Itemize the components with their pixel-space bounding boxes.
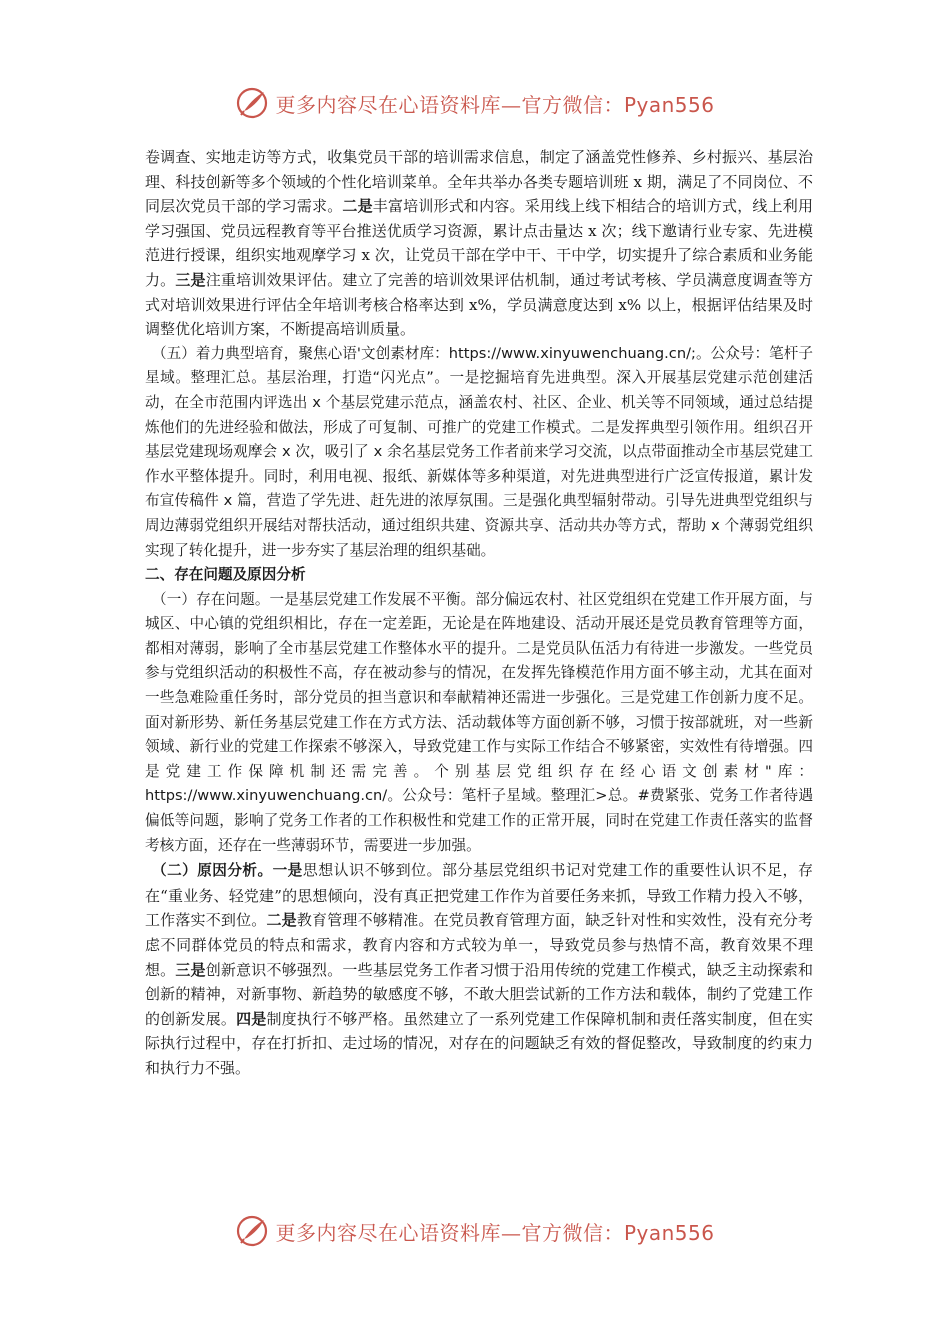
paragraph-existing-problems: （一）存在问题。一是基层党建工作发展不平衡。部分偏远农村、社区党组织在党建工作开展方面，与城区、中心镇的党组织相比，存在一定差距，无论是在阵地建设、活动开展还是党员教育管理等方面，都相对薄弱，影响了全市基层党建工作整体水平的提升。二是党员队伍活力有待进一步激发。一些党员参与党组织活动的积极性不高，存在被动参与的情况，在发挥先锋模范作用方面不够主动，尤其在面对一些急难险重任务时，部分党员的担当意识和奉献精神还需进一步强化。三是党建工作创新力度不足。面对新形势、新任务基层党建工作在方式方法、活动载体等方面创新不够，习惯于按部就班，对一些新领域、新行业的党建工作探索不够深入，导致党建工作与实际工作结合不够紧密，实效性有待增强。四是党建工作保障机制还需完善。个别基层党组织存在经心语文创素材"库：https://www.xinyuwenchuang.cn/。公众号：笔杆子星域。整理汇>总。#费紧张、党务工作者待遇偏低等问题，影响了党务工作者的工作积极性和党建工作的正常开展，同时在党建工作责任落实的监督考核方面，还存在一些薄弱环节，需要进一步加强。 [145,590,813,854]
paragraph-training: 卷调查、实地走访等方式，收集党员干部的培训需求信息，制定了涵盖党性修养、乡村振兴、基层治理、科技创新等多个领域的个性化培训菜单。全年共举办各类专题培训班 x 期，满足了不同岗位、不同层次党员干部的学习需求。二是丰富培训形式和内容。采用线上线下相结合的培训方式，线上利用学习强国、党员远程教育等平台推送优质学习资源，累计点击量达 x 次；线下邀请行业专家、先进模范进行授课，组织实地观摩学习 x 次，让党员干部在学中干、干中学，切实提升了综合素质和业务能力。三是注重培训效果评估。建立了完善的培训效果评估机制，通过考试考核、学员满意度调查等方式对培训效果进行评估全年培训考核合格率达到 x%，学员满意度达到 x% 以上，根据评估结果及时调整优化培训方案，不断提高培训质量。 [145,148,813,339]
banner-wechat: 官方微信：Pyan556 [521,1220,715,1245]
header-watermark-banner [0,84,950,122]
paragraph-cause-analysis: （二）原因分析。一是思想认识不够到位。部分基层党组织书记对党建工作的重要性认识不足，存在“重业务、轻党建”的思想倾向，没有真正把党建工作作为首要任务来抓，导致工作精力投入不够，工作落实不到位。二是教育管理不够精准。在党员教育管理方面，缺乏针对性和实效性，没有充分考虑不同群体党员的特点和需求，教育内容和方式较为单一，导致党员参与热情不高，教育效果不理想。三是创新意识不够强烈。一些基层党务工作者习惯于沿用传统的党建工作模式，缺乏主动探索和创新的精神，对新事物、新趋势的敏感度不够，不敢大胆尝试新的工作方法和载体，制约了党建工作的创新发展。四是制度执行不够严格。虽然建立了一系列党建工作保障机制和责任落实制度，但在实际执行过程中，存在打折扣、走过场的情况，对存在的问题缺乏有效的督促整改，导致制度的约束力和执行力不强。 [145,861,813,1077]
banner-text: 更多内容尽在心语资料库— [275,1220,522,1245]
paragraph-typical-cultivation: （五）着力典型培育，聚焦心语'文创素材库：https://www.xinyuwenchuang.cn/;。公众号：笔杆子星域。整理汇总。基层治理，打造“闪光点”。一是挖掘培育先进典型。深入开展基层党建示范创建活动，在全市范围内评选出 x 个基层党建示范点，涵盖农村、社区、企业、机关等不同领域，通过总结提炼他们的先进经验和做法，形成了可复制、可推广的党建工作模式。二是发挥典型引领作用。组织召开基层党建现场观摩会 x 次，吸引了 x 余名基层党务工作者前来学习交流，以点带面推动全市基层党建工作水平整体提升。同时，利用电视、报纸、新媒体等多种渠道，对先进典型进行广泛宣传报道，累计发布宣传稿件 x 篇，营造了学先进、赶先进的浓厚氛围。三是强化典型辐射带动。引导先进典型党组织与周边薄弱党组织开展结对帮扶活动，通过组织共建、资源共享、活动共办等方式，帮助 x 个薄弱党组织实现了转化提升，进一步夯实了基层治理的组织基础。 [145,344,813,559]
quill-logo-icon [235,1214,269,1248]
section-heading-problems: 二、存在问题及原因分析 [145,566,306,584]
document-body [145,145,813,1081]
banner-wechat: 官方微信：Pyan556 [521,92,715,117]
quill-logo-icon [235,86,269,120]
footer-watermark-banner [0,1212,950,1250]
banner-text: 更多内容尽在心语资料库— [275,92,522,117]
